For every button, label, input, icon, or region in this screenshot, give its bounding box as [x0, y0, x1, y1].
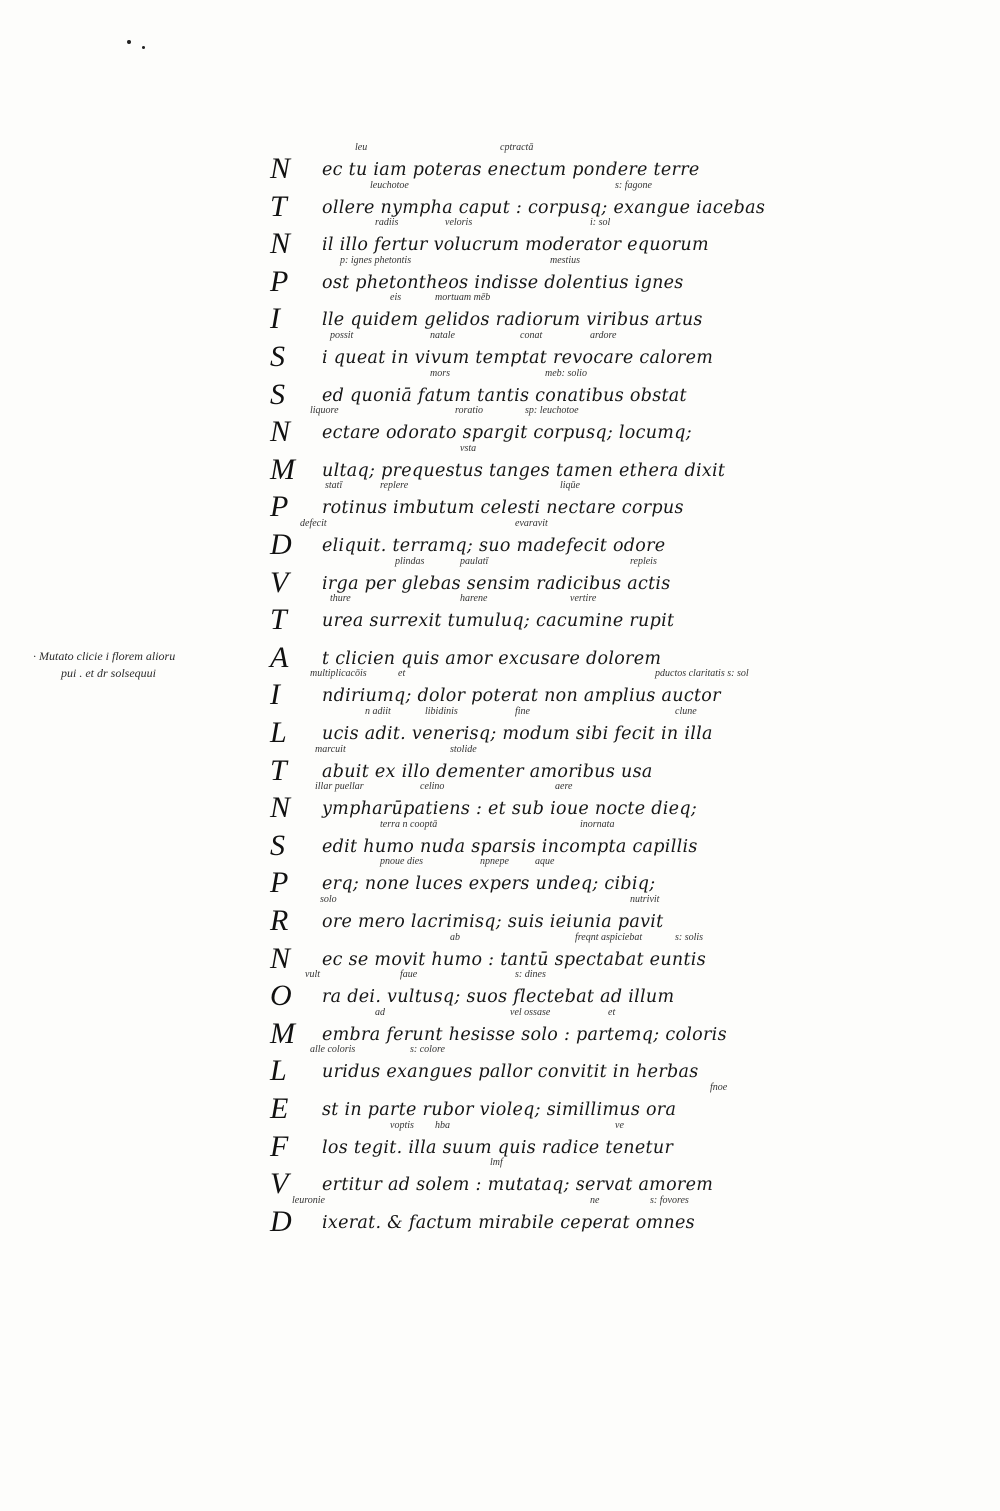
interlinear-gloss: ab: [450, 931, 460, 943]
interlinear-gloss: faue: [400, 969, 418, 981]
interlinear-gloss: cptractā: [500, 142, 534, 153]
verse-initial: I: [270, 302, 280, 336]
verse-initial: E: [270, 1092, 289, 1125]
verse-text: ost phetontheos indisse dolentius ignes: [322, 272, 684, 293]
verse-text: ed quoniā fatum tantis conatibus obstat: [322, 385, 687, 406]
ink-speck: [127, 40, 131, 44]
interlinear-gloss: lmf: [490, 1157, 503, 1169]
verse-line: [270, 856, 770, 910]
verse-text: ollere nympha caput : corpusq; exangue iacebas: [322, 197, 766, 218]
verse-initial: T: [270, 603, 287, 637]
verse-line: [270, 1082, 770, 1136]
verse-line: [270, 442, 770, 497]
verse-text: uridus exangues pallor convitit in herbas: [322, 1062, 699, 1083]
interlinear-gloss: pductos claritatis s: sol: [655, 668, 749, 680]
interlinear-gloss: s: colore: [410, 1044, 445, 1056]
interlinear-gloss: liquore: [310, 405, 339, 417]
verse-initial: D: [270, 528, 292, 561]
interlinear-gloss: vertire: [570, 593, 597, 605]
verse-text: eliquit. terramq; suo madefecit odore: [322, 536, 666, 556]
interlinear-gloss: ne: [590, 1194, 600, 1206]
interlinear-gloss: mestius: [550, 254, 580, 266]
interlinear-gloss: radiis: [375, 217, 399, 229]
interlinear-gloss: aque: [535, 856, 555, 868]
verse-text: st in parte rubor violeq; simillimus ora: [322, 1100, 677, 1120]
interlinear-gloss: ad: [375, 1006, 385, 1018]
ink-speck: [142, 46, 145, 49]
verse-initial: M: [270, 452, 295, 486]
verse-text: ectare odorato spargit corpusq; locumq;: [322, 423, 692, 444]
verse-line: [270, 179, 770, 234]
verse-line: [270, 367, 770, 422]
interlinear-gloss: solo: [320, 894, 337, 905]
interlinear-gloss: ardore: [590, 330, 617, 341]
verse-text: rotinus imbutum celesti nectare corpus: [322, 498, 684, 519]
interlinear-gloss: veloris: [445, 217, 473, 229]
interlinear-gloss: fine: [515, 706, 530, 717]
interlinear-gloss: inornata: [580, 818, 615, 830]
interlinear-gloss: plindas: [395, 555, 425, 567]
interlinear-gloss: s: fovores: [650, 1194, 689, 1206]
interlinear-gloss: celino: [420, 781, 445, 793]
interlinear-gloss: hba: [435, 1119, 450, 1131]
verse-line: [270, 142, 770, 196]
verse-text: i queat in vivum temptat revocare calorem: [322, 348, 714, 368]
verse-initial: S: [270, 828, 285, 862]
interlinear-gloss: clune: [675, 706, 697, 717]
interlinear-gloss: statī: [325, 480, 343, 492]
verse-line: [270, 593, 770, 647]
interlinear-gloss: s: solis: [675, 931, 704, 943]
interlinear-gloss: liqūe: [560, 480, 580, 492]
verse-initial: M: [270, 1016, 295, 1050]
verse-initial: I: [270, 678, 280, 712]
verse-initial: P: [270, 490, 289, 524]
interlinear-gloss: multiplicacōis: [310, 668, 367, 680]
verse-text: ec tu iam poteras enectum pondere terre: [322, 160, 700, 180]
interlinear-gloss: pnoue dies: [380, 856, 424, 868]
interlinear-gloss: marcuit: [315, 743, 346, 755]
verse-initial: D: [270, 1204, 292, 1238]
verse-initial: S: [270, 340, 285, 373]
verse-text: ndiriumq; dolor poterat non amplius auctor: [322, 686, 721, 707]
interlinear-gloss: leuchotoe: [370, 179, 409, 191]
marginal-note-line: · Mutato clicie i florem alioru: [33, 649, 176, 663]
interlinear-gloss: natale: [430, 330, 455, 341]
verse-initial: R: [270, 904, 289, 937]
interlinear-gloss: i: sol: [590, 217, 611, 229]
interlinear-gloss: thure: [330, 593, 351, 605]
verse-initial: N: [270, 791, 291, 825]
interlinear-gloss: nutrivit: [630, 894, 660, 905]
verse-initial: N: [270, 941, 291, 975]
verse-initial: V: [270, 1167, 289, 1201]
interlinear-gloss: replere: [380, 480, 409, 492]
verse-initial: V: [270, 565, 289, 599]
interlinear-gloss: fnoe: [710, 1082, 728, 1093]
interlinear-gloss: repleis: [630, 555, 657, 567]
verse-text: edit humo nuda sparsis incompta capillis: [322, 836, 698, 857]
interlinear-gloss: s: fagone: [615, 179, 652, 191]
marginal-note: [33, 648, 273, 682]
interlinear-gloss: vel ossase: [510, 1006, 551, 1018]
interlinear-gloss: mors: [430, 367, 451, 379]
interlinear-gloss: harene: [460, 593, 488, 605]
verse-text: los tegit. illa suum quis radice tenetur: [322, 1137, 674, 1158]
interlinear-gloss: aere: [555, 781, 573, 793]
verse-line: [270, 518, 770, 572]
verse-initial: F: [270, 1129, 289, 1163]
verse-text: t clicien quis amor excusare dolorem: [322, 648, 662, 669]
verse-text: lle quidem gelidos radiorum viribus artus: [322, 310, 703, 331]
interlinear-gloss: et: [608, 1006, 616, 1018]
interlinear-gloss: stolide: [450, 743, 477, 755]
verse-initial: N: [270, 227, 291, 261]
verse-line: [270, 1044, 770, 1098]
verse-text: ympharūpatiens : et sub ioue nocte dieq;: [322, 799, 698, 820]
verse-text: irga per glebas sensim radicibus actis: [322, 573, 671, 594]
interlinear-gloss: defecit: [300, 518, 327, 529]
interlinear-gloss: paulatī: [460, 555, 489, 567]
interlinear-gloss: eis: [390, 292, 402, 304]
verse-text: ore mero lacrimisq; suis ieiunia pavit: [322, 912, 664, 932]
verse-text: ra dei. vultusq; suos flectebat ad illum: [322, 987, 675, 1008]
verse-line: [270, 330, 770, 384]
interlinear-gloss: freqnt aspiciebat: [575, 931, 643, 943]
verse-text: il illo fertur volucrum moderator equorum: [322, 235, 709, 256]
verse-initial: T: [270, 753, 287, 787]
verse-text: abuit ex illo dementer amoribus usa: [322, 761, 653, 782]
verse-initial: L: [270, 1054, 287, 1088]
interlinear-gloss: n adiit: [365, 706, 391, 717]
interlinear-gloss: leu: [355, 142, 368, 153]
interlinear-gloss: leuronie: [292, 1194, 325, 1206]
interlinear-gloss: conat: [520, 330, 543, 341]
verse-text: ixerat. & factum mirabile ceperat omnes: [322, 1212, 695, 1233]
verse-initial: L: [270, 716, 287, 749]
verse-initial: P: [270, 866, 289, 900]
interlinear-gloss: sp: leuchotoe: [525, 405, 579, 417]
verse-line: [270, 254, 770, 309]
interlinear-gloss: illar puellar: [315, 781, 364, 793]
verse-initial: O: [270, 979, 292, 1013]
verse-initial: P: [270, 264, 289, 298]
interlinear-gloss: evaravit: [515, 518, 548, 529]
interlinear-gloss: terra n cooptā: [380, 818, 438, 830]
verse-initial: N: [270, 152, 291, 185]
interlinear-gloss: libidinis: [425, 706, 458, 717]
verse-text: ucis adit. venerisq; modum sibi fecit in illa: [322, 724, 713, 744]
verse-text: embra ferunt hesisse solo : partemq; coloris: [322, 1024, 727, 1045]
verse-line: [270, 1119, 770, 1174]
verse-text: ultaq; prequestus tanges tamen ethera dixit: [322, 460, 726, 481]
interlinear-gloss: voptis: [390, 1119, 414, 1131]
verse-initial: T: [270, 189, 287, 223]
interlinear-gloss: et: [398, 668, 406, 680]
verse-text: erq; none luces expers undeq; cibiq;: [322, 874, 656, 895]
interlinear-gloss: s: dines: [515, 969, 546, 981]
verse-text: ertitur ad solem : mutataq; servat amorem: [322, 1175, 714, 1196]
interlinear-gloss: vult: [305, 969, 320, 981]
marginal-note-line: pui . et dr solsequui: [61, 666, 156, 680]
verse-line: [270, 405, 770, 459]
verse-text: urea surrexit tumuluq; cacumine rupit: [322, 611, 675, 632]
interlinear-gloss: possit: [330, 330, 354, 341]
interlinear-gloss: mortuam mēb: [435, 292, 491, 304]
verse-line: [270, 818, 770, 873]
verse-text: ec se movit humo : tantū spectabat euntis: [322, 949, 706, 970]
verse-initial: S: [270, 377, 285, 411]
verse-initial: A: [270, 640, 289, 674]
verse-line: [270, 781, 770, 835]
interlinear-gloss: ve: [615, 1119, 624, 1131]
interlinear-gloss: npnepe: [480, 856, 509, 868]
interlinear-gloss: alle coloris: [310, 1044, 356, 1056]
interlinear-gloss: roratio: [455, 405, 483, 417]
verse-line: [270, 1157, 770, 1211]
interlinear-gloss: meb: solio: [545, 367, 587, 379]
interlinear-gloss: vsta: [460, 442, 477, 454]
verse-line: [270, 1194, 770, 1249]
verse-initial: N: [270, 415, 291, 449]
interlinear-gloss: p: ignes phetontis: [340, 254, 412, 266]
